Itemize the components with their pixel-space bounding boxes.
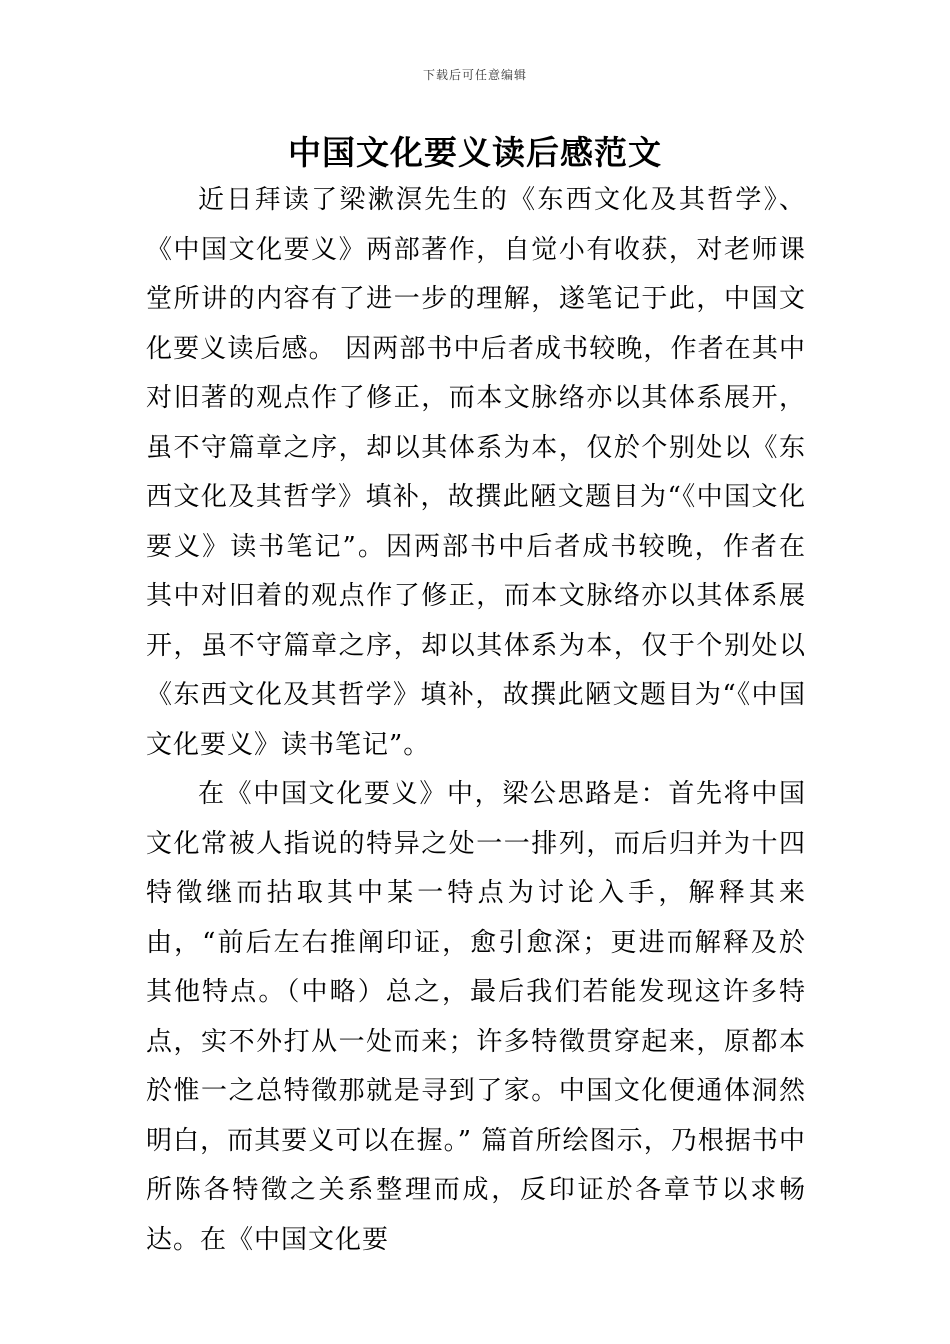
header-note: 下载后可任意编辑 bbox=[422, 68, 527, 82]
document-body bbox=[146, 176, 806, 1265]
paragraph: 近日拜读了梁漱溟先生的《东西文化及其哲学》、《中国文化要义》两部著作，自觉小有收获，对老师课堂所讲的内容有了进一步的理解，遂笔记于此，中国文化要义读后感。 因两部书中后者成书较晚，作者在其中对旧著的观点作了修正，而本文脉络亦以其体系展开，虽不守篇章之序，却以其体系为本，仅於个别处以《东西文化及其哲学》填补，故撰此陋文题目为“《中国文化要义》读书笔记”。因两部书中后者成书较晚，作者在其中对旧着的观点作了修正，而本文脉络亦以其体系展开，虽不守篇章之序，却以其体系为本，仅于个别处以《东西文化及其哲学》填补，故撰此陋文题目为“《中国文化要义》读书笔记”。 bbox=[146, 185, 806, 760]
paragraph: 在《中国文化要义》中，梁公思路是：首先将中国文化常被人指说的特异之处一一排列，而后归并为十四特徵继而拈取其中某一特点为讨论入手，解释其来由，“前后左右推阐印证，愈引愈深；更进而解释及於其他特点。（中略）总之，最后我们若能发现这许多特点，实不外打从一处而来；许多特徵贯穿起来，原都本於惟一之总特徵那就是寻到了家。中国文化便通体洞然明白，而其要义可以在握。” 篇首所绘图示，乃根据书中所陈各特徵之关系整理而成，反印证於各章节以求畅达。在《中国文化要 bbox=[146, 779, 806, 1255]
document-title: 中国文化要义读后感范文 bbox=[288, 133, 662, 172]
